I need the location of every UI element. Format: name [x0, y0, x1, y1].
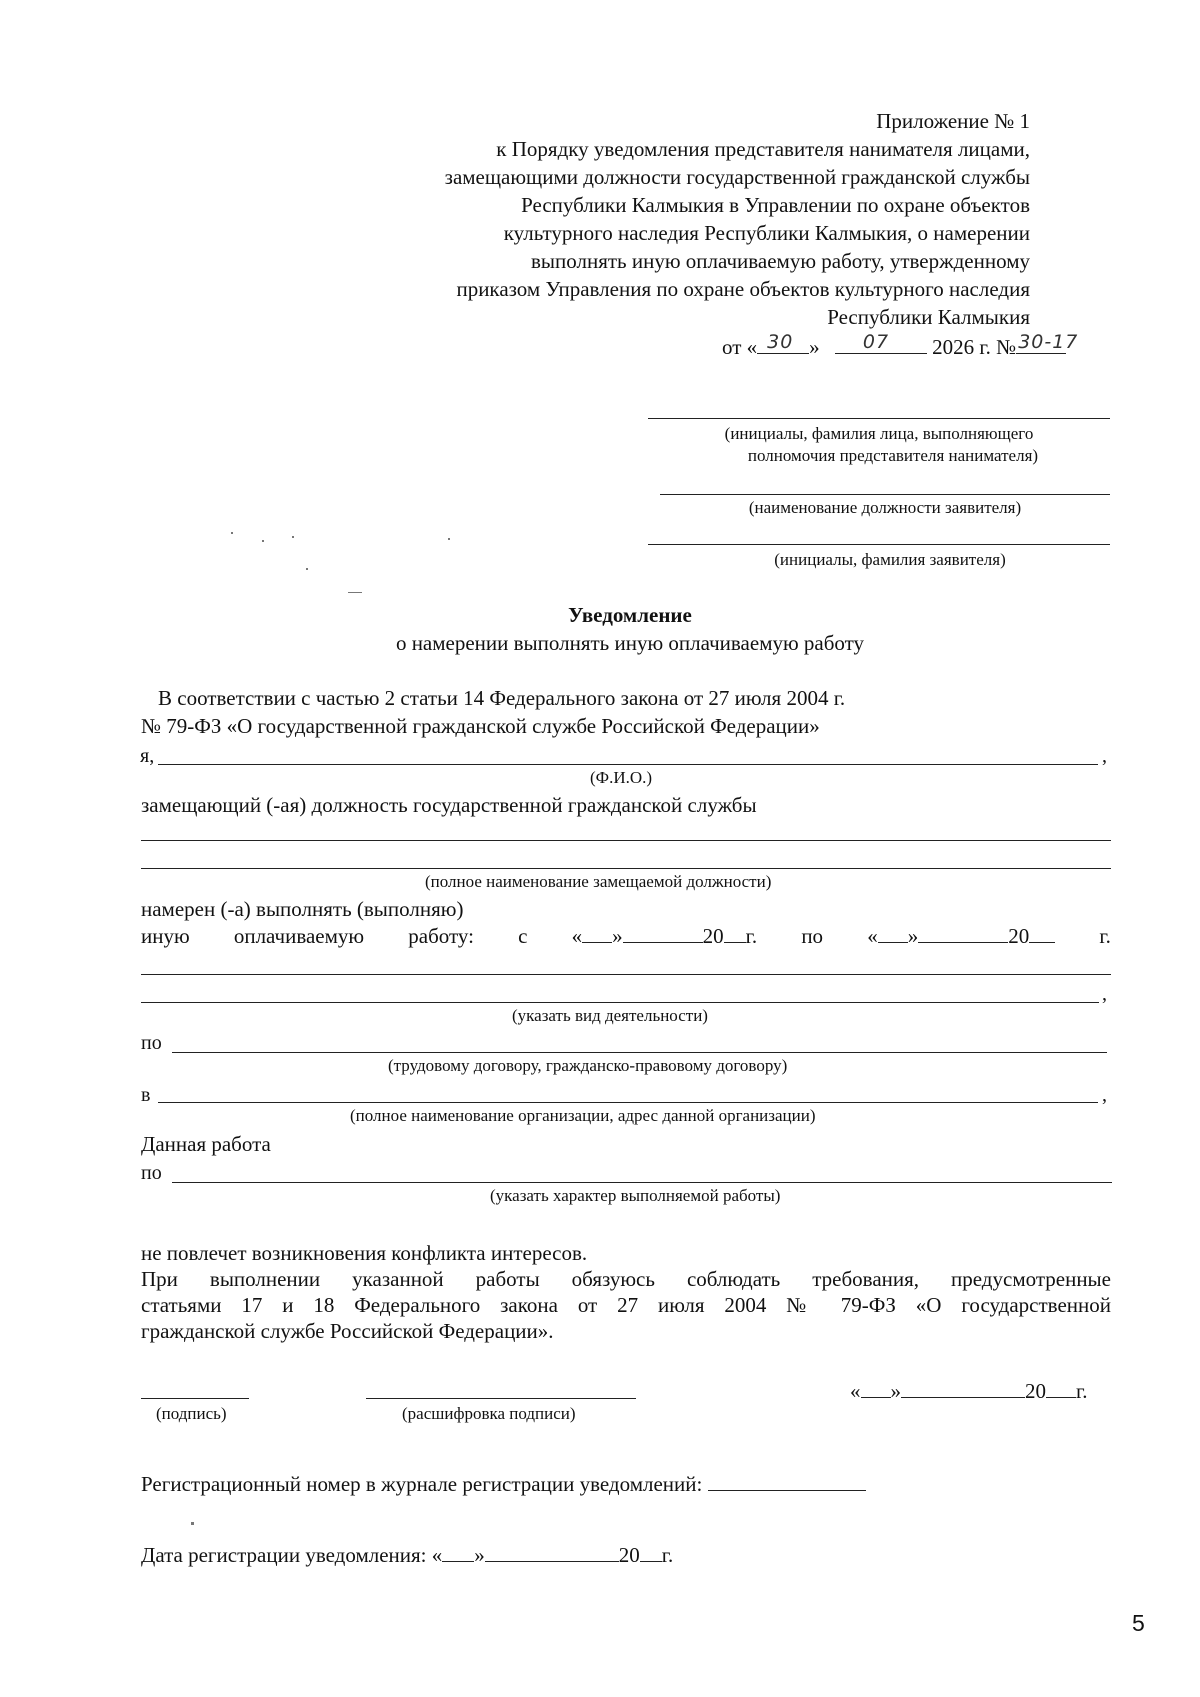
activity-caption: (указать вид деятельности): [512, 1006, 708, 1025]
fio-caption: (Ф.И.О.): [590, 768, 653, 787]
organization-comma: ,: [1102, 1084, 1107, 1106]
registration-date-year: 20: [618, 1543, 640, 1567]
scan-speck: [231, 532, 233, 534]
end-quote-close: »: [907, 924, 919, 948]
position-caption: (полное наименование замещаемой должности): [425, 872, 772, 891]
registration-date-close: »: [474, 1543, 485, 1567]
organization-caption: (полное наименование организации, адрес данной организации): [350, 1106, 816, 1125]
end-year-blank: [1029, 924, 1055, 943]
signature-date-g: г.: [1076, 1379, 1088, 1403]
registration-date-g: г.: [661, 1543, 674, 1567]
start-quote-open: «: [571, 924, 583, 948]
registration-number-label: Регистрационный номер в журнале регистрации уведомлений:: [141, 1472, 703, 1496]
header-line-5: выполнять иную оплачиваемую работу, утвержденному: [531, 249, 1030, 273]
signature-date-close: »: [890, 1379, 901, 1403]
signature-decoding-caption: (расшифровка подписи): [402, 1404, 576, 1423]
registration-number-blank: [708, 1472, 866, 1491]
scan-speck: [306, 568, 308, 570]
start-year-blank: [724, 924, 746, 943]
order-number-blank: [1016, 331, 1079, 354]
signature-month-blank: [901, 1379, 1025, 1398]
end-quote-open: «: [867, 924, 878, 948]
order-date-month: 07: [862, 331, 890, 353]
recipient-caption-1b: полномочия представителя нанимателя): [747, 446, 1039, 465]
notice-title: Уведомление: [568, 603, 692, 627]
start-year-g: г.: [745, 924, 758, 948]
obligation-line-1: [141, 1266, 1111, 1292]
no-conflict-text: не повлечет возникновения конфликта интересов.: [141, 1241, 588, 1265]
work-word-po: по: [801, 924, 824, 948]
po2-label: по: [141, 1162, 162, 1184]
header-line-7: Республики Калмыкия: [827, 305, 1030, 329]
activity-line-1: [141, 974, 1111, 975]
this-work-label: Данная работа: [141, 1132, 271, 1156]
v-label: в: [141, 1084, 151, 1106]
order-date: [722, 331, 1079, 360]
order-date-prefix: от «: [722, 335, 758, 359]
header-line-2: замещающими должности государственной гражданской службы: [444, 165, 1030, 189]
start-month-blank: [623, 924, 703, 943]
obligation-text-2: статьями 17 и 18 Федерального закона от 27 июля 2004 № 79-ФЗ «О государственной: [141, 1293, 1111, 1317]
header-line-6: приказом Управления по охране объектов культурного наследия: [456, 277, 1030, 301]
obligation-line-2: [141, 1292, 1111, 1318]
position-line-1: [141, 840, 1111, 841]
applicant-name-line: [648, 544, 1110, 545]
activity-comma: ,: [1102, 983, 1107, 1005]
signature-year-blank: [1046, 1379, 1076, 1398]
activity-line-2: [141, 1002, 1099, 1003]
header-line-1: к Порядку уведомления представителя нанимателя лицами,: [496, 137, 1030, 161]
start-quote-close: »: [612, 924, 623, 948]
order-date-year: 2026 г. №: [932, 335, 1017, 359]
work-word-2: оплачиваемую: [233, 924, 365, 948]
registration-date-label: Дата регистрации уведомления: «: [141, 1543, 443, 1567]
contract-caption: (трудовому договору, гражданско-правовому договору): [388, 1056, 788, 1075]
scan-speck: [262, 540, 264, 542]
registration-number: [141, 1471, 866, 1497]
ya-label: я,: [140, 745, 155, 767]
registration-month-blank: [485, 1543, 619, 1562]
work-end-date: [867, 923, 1055, 949]
recipient-caption-2: (наименование должности заявителя): [748, 498, 1022, 517]
obligation-text-1: При выполнении указанной работы обязуюсь соблюдать требования, предусмотренные: [141, 1267, 1111, 1291]
fio-line: [158, 764, 1098, 765]
scan-speck: [348, 592, 362, 593]
order-date-day-blank: [757, 331, 809, 354]
intend-label: намерен (-а) выполнять (выполняю): [141, 897, 464, 921]
work-character-line: [172, 1182, 1112, 1183]
position-line-2: [141, 868, 1111, 869]
header-line-3: Республики Калмыкия в Управлении по охране объектов: [521, 193, 1030, 217]
work-word-1: иную: [141, 924, 190, 948]
appendix-title: Приложение № 1: [876, 109, 1030, 133]
order-date-mid: »: [809, 335, 820, 359]
start-year-prefix: 20: [702, 924, 724, 948]
signature-date: [850, 1378, 1088, 1404]
work-period-line: [141, 923, 1111, 949]
intro-line-2: № 79-ФЗ «О государственной гражданской службе Российской Федерации»: [141, 714, 820, 738]
registration-year-blank: [640, 1543, 662, 1562]
page-number: 5: [1132, 1610, 1145, 1636]
intro-line-1: В соответствии с частью 2 статьи 14 Федерального закона от 27 июля 2004 г.: [158, 686, 846, 710]
fio-comma: ,: [1102, 745, 1107, 767]
scan-speck: [448, 538, 450, 540]
organization-line: [158, 1102, 1098, 1103]
recipient-caption-3: (инициалы, фамилия заявителя): [774, 550, 1006, 569]
work-character-caption: (указать характер выполняемой работы): [490, 1186, 781, 1205]
scan-speck: [191, 1522, 194, 1525]
recipient-caption-1a: (инициалы, фамилия лица, выполняющего: [724, 424, 1034, 443]
end-day-blank: [878, 924, 908, 943]
end-month-blank: [918, 924, 1008, 943]
obligation-line-3: гражданской службе Российской Федерации».: [141, 1319, 554, 1343]
signature-date-year: 20: [1025, 1379, 1046, 1403]
header-line-4: культурного наследия Республики Калмыкия, о намерении: [503, 221, 1030, 245]
signature-caption: (подпись): [156, 1404, 227, 1423]
position-label: замещающий (-ая) должность государственной гражданской службы: [141, 793, 757, 817]
end-year-prefix: 20: [1008, 924, 1030, 948]
po-label: по: [141, 1032, 162, 1054]
applicant-position-line: [660, 494, 1110, 495]
work-start-date: [572, 923, 758, 949]
work-end-g: г.: [1099, 924, 1111, 948]
start-day-blank: [582, 924, 612, 943]
signature-line: [141, 1398, 249, 1399]
work-word-3: работу:: [408, 924, 474, 948]
order-date-month-blank: [835, 331, 927, 354]
signature-decoding-line: [366, 1398, 636, 1399]
recipient-name-line: [648, 418, 1110, 419]
order-number: 30-17: [1018, 331, 1079, 353]
signature-day-blank: [861, 1379, 891, 1398]
contract-line: [172, 1052, 1107, 1053]
scan-speck: [292, 536, 294, 538]
registration-day-blank: [442, 1543, 474, 1562]
work-word-4: с: [518, 924, 528, 948]
signature-date-open: «: [850, 1379, 861, 1403]
registration-date: [141, 1542, 673, 1568]
order-date-day: 30: [767, 331, 794, 353]
notice-subtitle: о намерении выполнять иную оплачиваемую работу: [395, 631, 865, 655]
